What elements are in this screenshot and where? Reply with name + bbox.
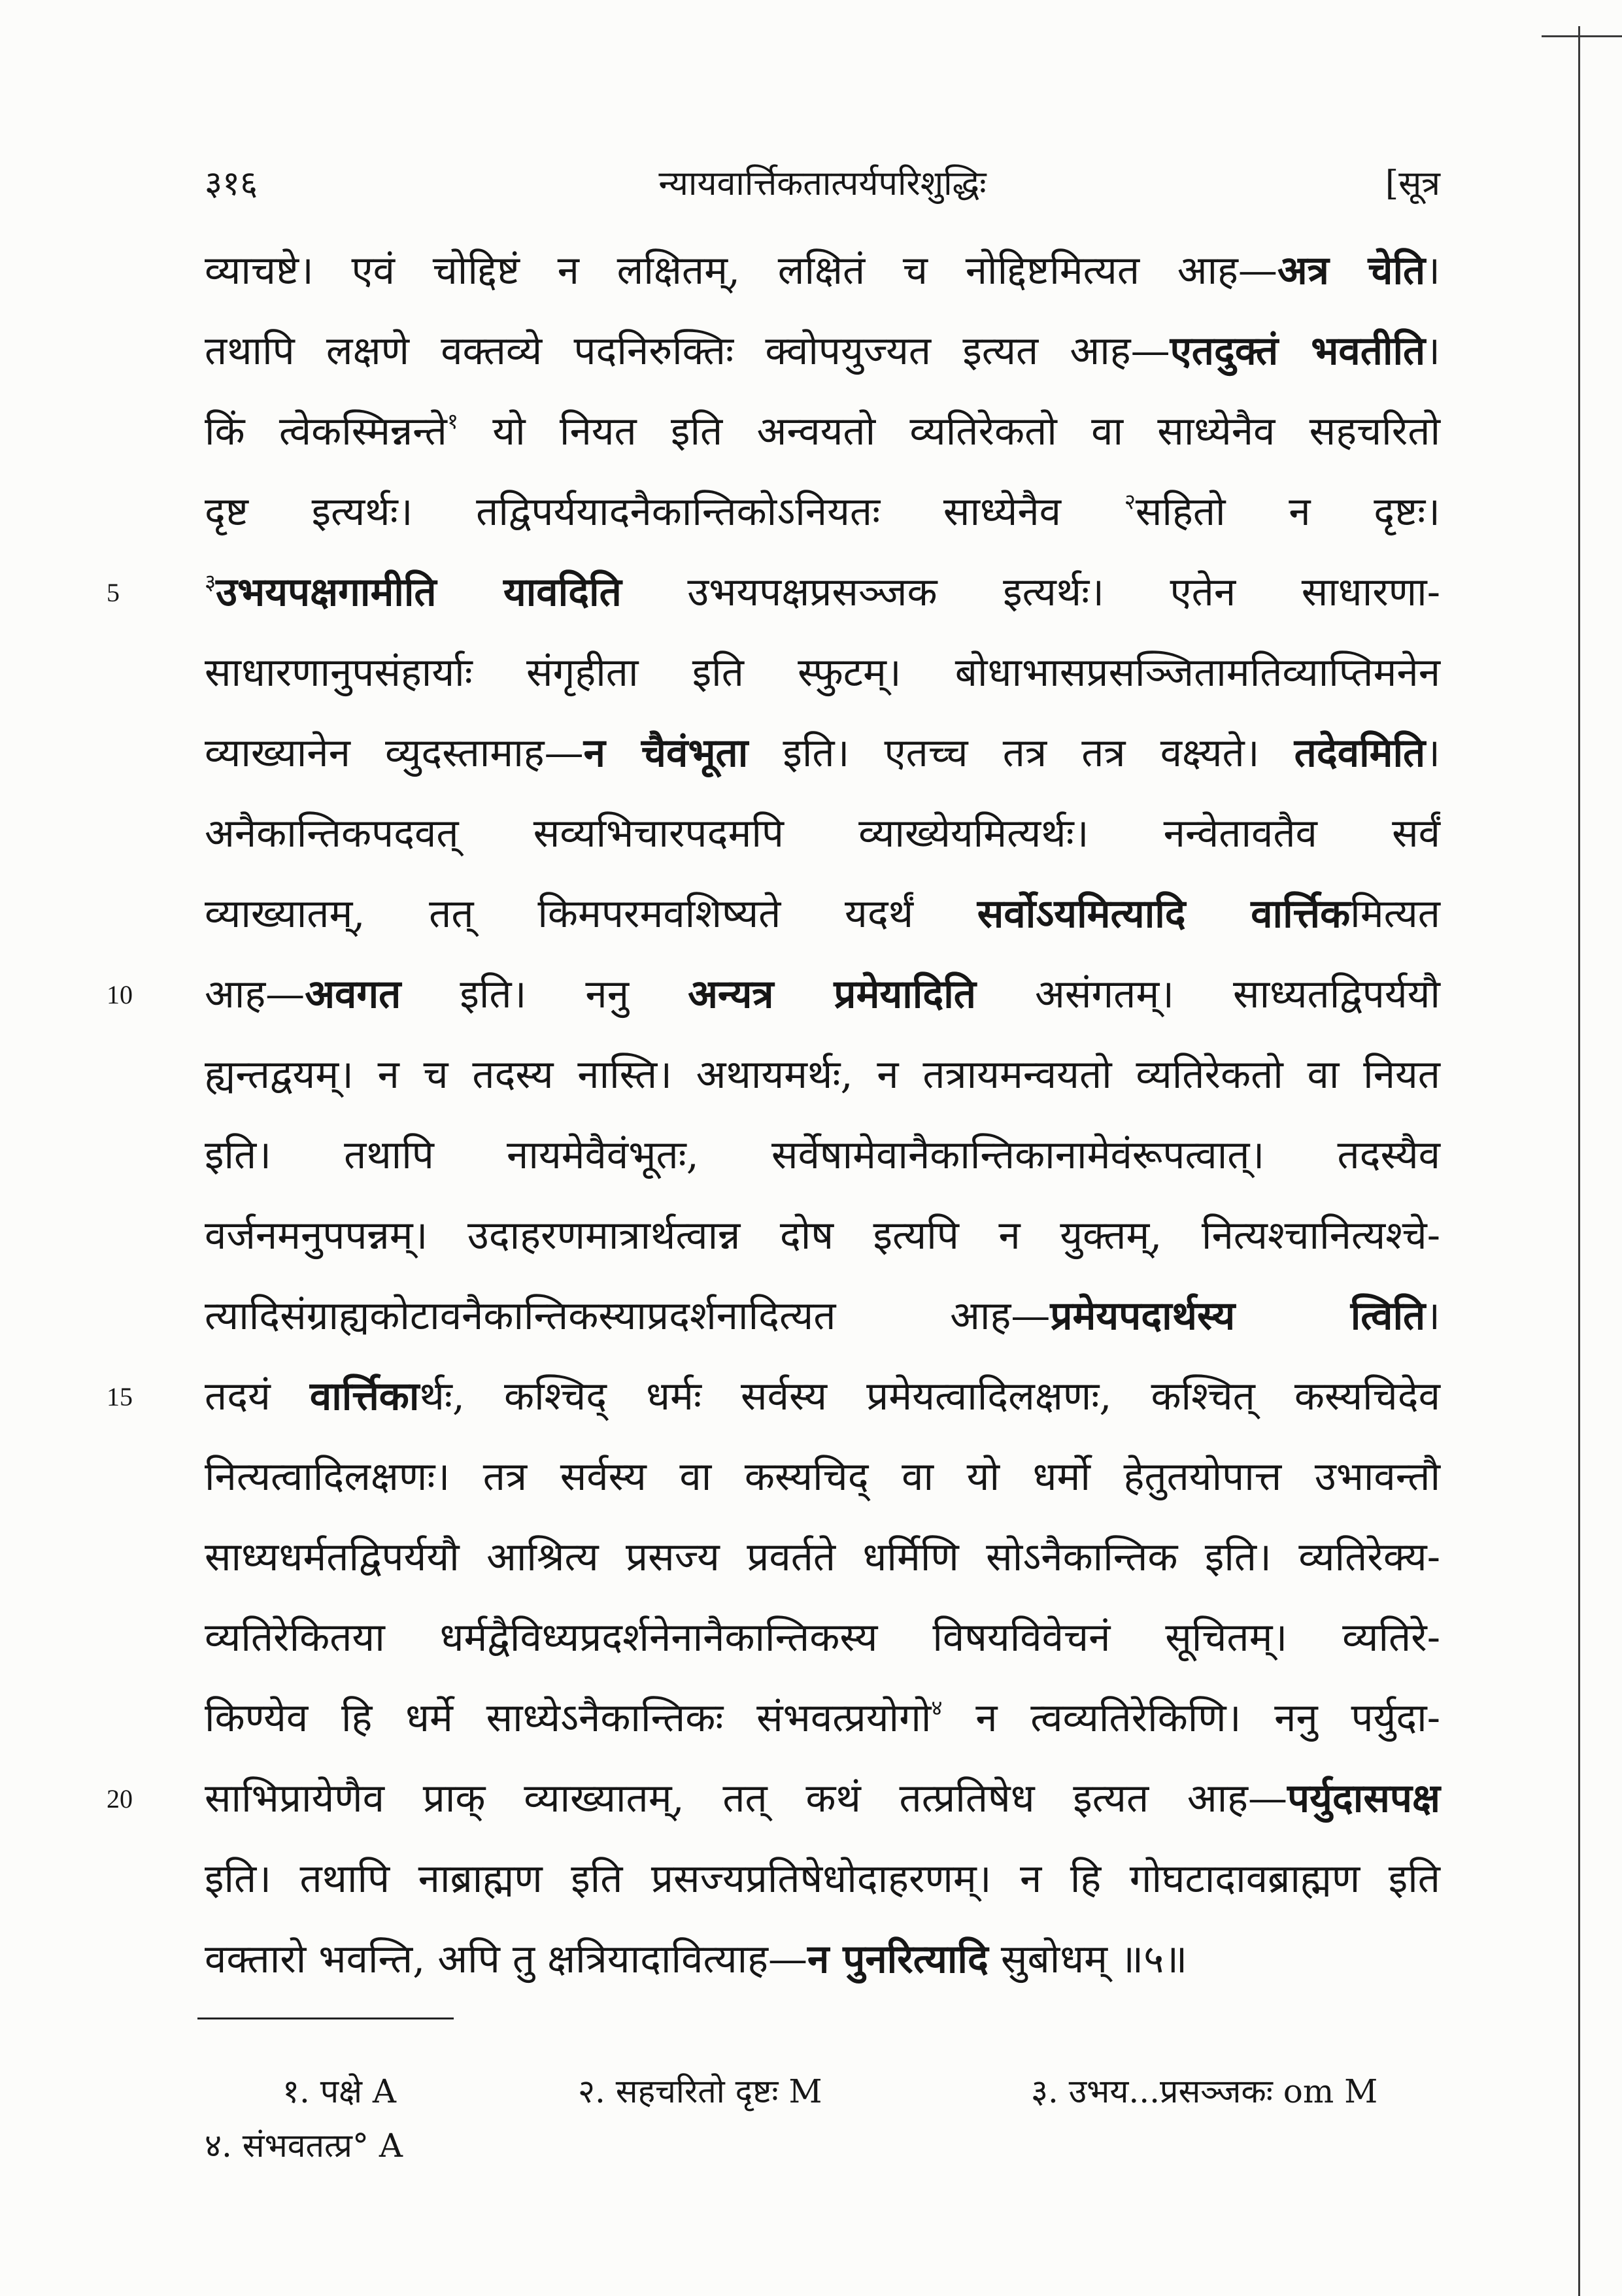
text-run: व्यतिरेकितया धर्मद्वैविध्यप्रदर्शनेनानैकान्तिकस्य विषयविवेचनं सूचितम्। व्यतिरे- bbox=[205, 1615, 1440, 1661]
text-run: यो नियत इति अन्वयतो व्यतिरेकतो वा साध्येनैव सहचरितो bbox=[458, 409, 1440, 454]
footnote-marker: ४ bbox=[931, 1695, 943, 1721]
bold-lemma: पर्युदासपक्ष bbox=[1287, 1776, 1440, 1821]
text-run: इति। तथापि नायमेवैवंभूतः, सर्वेषामेवानैकान्तिकानामेवंरूपत्वात्। तदस्यैव bbox=[205, 1132, 1440, 1178]
text-line bbox=[205, 472, 1440, 552]
text-run: आह— bbox=[205, 971, 305, 1017]
text-run: उभयपक्षप्रसञ्जक इत्यर्थः। एतेन साधारणा- bbox=[621, 569, 1440, 615]
text-run: र्थः, कश्चिद् धर्मः सर्वस्य प्रमेयत्वादिलक्षणः, कश्चित् कस्यचिदेव bbox=[419, 1374, 1440, 1419]
text-run: साभिप्रायेणैव प्राक् व्याख्यातम्, तत् कथं तत्प्रतिषेध इत्यत आह— bbox=[205, 1776, 1288, 1821]
bold-lemma: तदेवमिति bbox=[1294, 730, 1426, 776]
text-line bbox=[205, 1598, 1440, 1678]
text-line bbox=[205, 231, 1440, 311]
text-line bbox=[205, 713, 1440, 794]
bold-lemma: अवगत bbox=[305, 971, 401, 1017]
page-number: ३१६ bbox=[205, 164, 258, 203]
line-number: 20 bbox=[107, 1784, 133, 1814]
section-label: [सूत्र bbox=[1385, 164, 1440, 203]
bold-lemma: उभयपक्षगामीति यावदिति bbox=[216, 569, 622, 615]
bold-lemma: प्रमेयपदार्थस्य त्विति bbox=[1050, 1293, 1426, 1339]
text-line bbox=[205, 392, 1440, 472]
text-line bbox=[107, 1759, 1440, 1839]
text-run: वर्जनमनुपपन्नम्। उदाहरणमात्रार्थत्वान्न दोष इत्यपि न युक्तम्, नित्यश्चानित्यश्चे- bbox=[205, 1213, 1440, 1258]
line-number: 10 bbox=[107, 980, 133, 1009]
text-run: । bbox=[1425, 248, 1440, 294]
scan-edge-tick bbox=[1542, 35, 1622, 37]
text-line bbox=[107, 954, 1440, 1035]
text-line bbox=[205, 1276, 1440, 1357]
footnote-marker: २ bbox=[1124, 488, 1136, 515]
text-run: किं त्वेकस्मिन्नन्ते bbox=[205, 409, 447, 454]
text-line bbox=[205, 1678, 1440, 1759]
text-line bbox=[205, 1437, 1440, 1517]
text-run: व्याचष्टे। एवं चोद्दिष्टं न लक्षितम्, लक्षितं च नोद्दिष्टमित्यत आह— bbox=[205, 248, 1277, 294]
text-run: इति। तथापि नाब्राह्मण इति प्रसज्यप्रतिषेधोदाहरणम्। न हि गोघटादावब्राह्मण इति bbox=[205, 1856, 1440, 1902]
scan-edge-line bbox=[1578, 26, 1580, 2296]
text-line bbox=[205, 311, 1440, 392]
footnote-marker: ३ bbox=[205, 569, 216, 595]
bold-lemma: न पुनरित्यादि bbox=[807, 1936, 988, 1982]
text-line bbox=[107, 1357, 1440, 1437]
text-line bbox=[107, 552, 1440, 633]
footnote-rule bbox=[197, 2017, 454, 2019]
text-run: व्याख्यातम्, तत् किमपरमवशिष्यते यदर्थं bbox=[205, 891, 977, 937]
running-title: न्यायवार्त्तिकतात्पर्यपरिशुद्धिः bbox=[658, 164, 987, 203]
text-line bbox=[205, 1196, 1440, 1276]
text-run: न त्वव्यतिरेकिणि। ननु पर्युदा- bbox=[942, 1695, 1440, 1741]
running-header bbox=[205, 160, 1440, 207]
text-run: सुबोधम् ॥५॥ bbox=[988, 1936, 1188, 1982]
text-run: तदयं bbox=[205, 1374, 310, 1419]
text-run: वक्तारो भवन्ति, अपि तु क्षत्रियादावित्याह— bbox=[205, 1936, 808, 1982]
body-text bbox=[107, 231, 1440, 2000]
footnote-marker: १ bbox=[447, 408, 459, 434]
bold-lemma: सर्वोऽयमित्यादि वार्त्तिक bbox=[977, 891, 1351, 937]
text-line bbox=[205, 874, 1440, 954]
bold-lemma: अत्र चेति bbox=[1277, 248, 1426, 294]
text-line bbox=[205, 1919, 1440, 2000]
footnote-1: १. पक्षे A bbox=[282, 2072, 397, 2110]
text-run: ह्यन्तद्वयम्। न च तदस्य नास्ति। अथायमर्थः, न तत्रायमन्वयतो व्यतिरेकतो वा नियत bbox=[205, 1052, 1440, 1098]
text-run: इति। ननु bbox=[401, 971, 688, 1017]
text-run: । bbox=[1425, 730, 1440, 776]
text-run: तथापि लक्षणे वक्तव्ये पदनिरुक्तिः क्वोपयुज्यत इत्यत आह— bbox=[205, 328, 1170, 374]
text-line bbox=[205, 1839, 1440, 1919]
footnote-3: ३. उभय...प्रसञ्जकः om M bbox=[1031, 2072, 1378, 2110]
text-run: त्यादिसंग्राह्यकोटावनैकान्तिकस्याप्रदर्शनादित्यत आह— bbox=[205, 1293, 1051, 1339]
text-run: अनैकान्तिकपदवत् सव्यभिचारपदमपि व्याख्येयमित्यर्थः। नन्वेतावतैव सर्वं bbox=[205, 811, 1440, 856]
text-run: साध्यधर्मतद्विपर्ययौ आश्रित्य प्रसज्य प्रवर्तते धर्मिणि सोऽनैकान्तिक इति। व्यतिरेक्य- bbox=[205, 1534, 1440, 1580]
line-number: 15 bbox=[107, 1382, 133, 1411]
text-run: किण्येव हि धर्मे साध्येऽनैकान्तिकः संभवत्प्रयोगो bbox=[205, 1695, 932, 1741]
bold-lemma: वार्त्तिका bbox=[309, 1374, 420, 1419]
footnote-4: ४. संभवतत्प्र° A bbox=[205, 2127, 403, 2165]
text-run: नित्यत्वादिलक्षणः। तत्र सर्वस्य वा कस्यचिद् वा यो धर्मो हेतुतयोपात्त उभावन्तौ bbox=[205, 1454, 1440, 1500]
text-line bbox=[205, 1517, 1440, 1598]
line-number: 5 bbox=[107, 578, 120, 607]
text-run: असंगतम्। साध्यतद्विपर्ययौ bbox=[975, 971, 1440, 1017]
footnote-2: २. सहचरितो दृष्टः M bbox=[578, 2072, 822, 2110]
text-run: साधारणानुपसंहार्याः संगृहीता इति स्फुटम्। बोधाभासप्रसञ्जितामतिव्याप्तिमनेन bbox=[205, 650, 1440, 696]
bold-lemma: एतदुक्तं भवतीति bbox=[1170, 328, 1426, 374]
bold-lemma: अन्यत्र प्रमेयादिति bbox=[688, 971, 976, 1017]
bold-lemma: न चैवंभूता bbox=[583, 730, 749, 776]
text-run: इति। एतच्च तत्र तत्र वक्ष्यते। bbox=[748, 730, 1294, 776]
text-line bbox=[205, 794, 1440, 874]
text-line bbox=[205, 1115, 1440, 1196]
text-run: व्याख्यानेन व्युदस्तामाह— bbox=[205, 730, 584, 776]
text-run: । bbox=[1425, 1293, 1440, 1339]
text-line bbox=[205, 1035, 1440, 1115]
text-line bbox=[205, 633, 1440, 713]
text-run: सहितो न दृष्टः। bbox=[1135, 489, 1440, 535]
text-run: मित्यत bbox=[1350, 891, 1440, 937]
text-run: । bbox=[1425, 328, 1440, 374]
text-run: दृष्ट इत्यर्थः। तद्विपर्ययादनैकान्तिकोऽनियतः साध्येनैव bbox=[205, 489, 1124, 535]
